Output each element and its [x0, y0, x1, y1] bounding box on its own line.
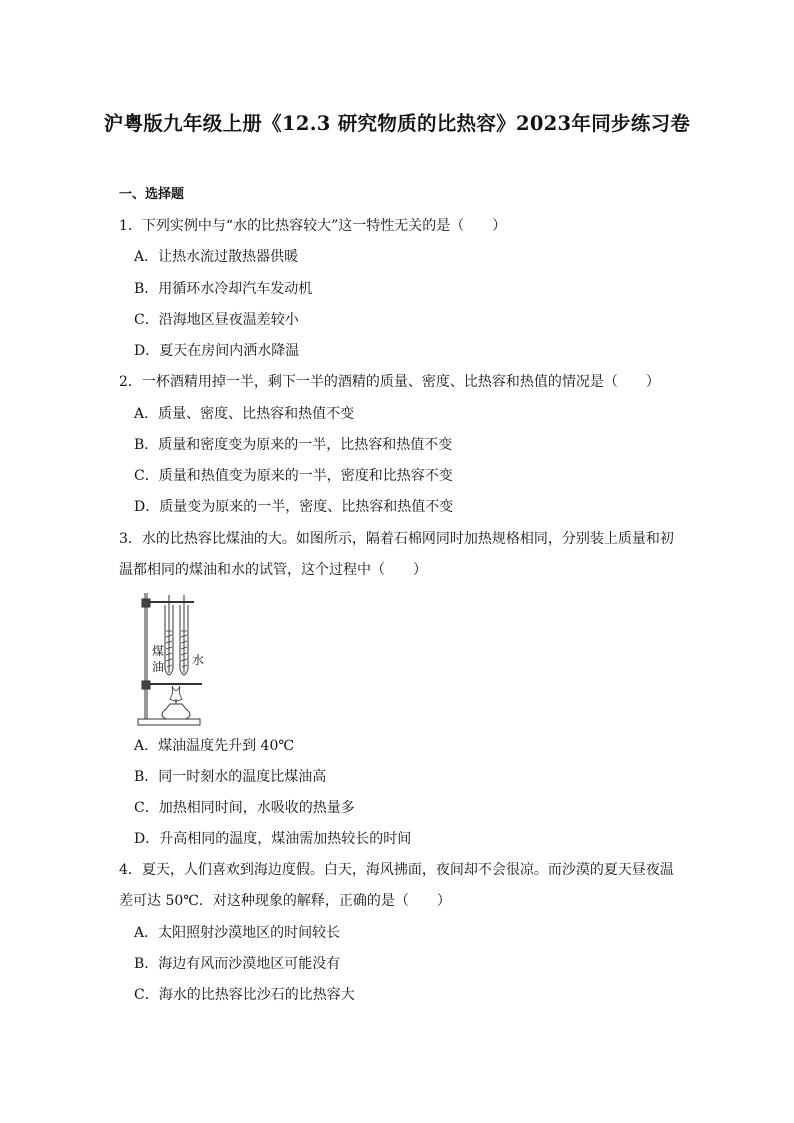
- section-heading: 一、选择题: [119, 187, 185, 202]
- stand-base: [138, 719, 200, 725]
- apparatus-diagram: [136, 591, 220, 728]
- question-1-option-c: C．沿海地区昼夜温差较小: [134, 312, 299, 328]
- question-4-stem-line-1: 4．夏天，人们喜欢到海边度假。白天，海风拂面，夜间却不会很凉。而沙漠的夏天昼夜温: [119, 862, 674, 878]
- question-1-stem: 1．下列实例中与“水的比热容较大”这一特性无关的是（ ）: [119, 218, 507, 234]
- question-3-option-a: A．煤油温度先升到 40℃: [134, 738, 295, 754]
- water-label: 水: [192, 653, 205, 667]
- question-2-option-d: D．质量变为原来的一半，密度、比热容和热值不变: [134, 499, 454, 515]
- question-2-option-a: A．质量、密度、比热容和热值不变: [134, 406, 355, 422]
- question-2-stem: 2．一杯酒精用掉一半，剩下一半的酒精的质量、密度、比热容和热值的情况是（ ）: [119, 374, 660, 390]
- question-4-option-a: A．太阳照射沙漠地区的时间较长: [134, 925, 341, 941]
- kerosene-label: 煤 油: [152, 644, 165, 674]
- question-4-option-b: B．海边有风而沙漠地区可能没有: [134, 956, 341, 972]
- question-2-option-b: B．质量和密度变为原来的一半，比热容和热值不变: [134, 437, 453, 453]
- question-3-stem-line-2: 温都相同的煤油和水的试管，这个过程中（ ）: [119, 562, 427, 578]
- question-1-option-b: B．用循环水冷却汽车发动机: [134, 281, 313, 297]
- question-4-stem-line-2: 差可达 50℃．对这种现象的解释，正确的是（ ）: [119, 893, 451, 909]
- flame: [170, 686, 182, 701]
- question-3-stem-line-1: 3．水的比热容比煤油的大。如图所示，隔着石棉网同时加热规格相同，分别装上质量和初: [119, 531, 674, 547]
- document-title: 沪粤版九年级上册《12.3 研究物质的比热容》2023年同步练习卷: [103, 112, 691, 135]
- question-3-option-c: C．加热相同时间，水吸收的热量多: [134, 800, 355, 816]
- alcohol-lamp: [162, 704, 190, 719]
- question-1-option-d: D．夏天在房间内洒水降温: [134, 343, 300, 359]
- heating-apparatus-figure: [136, 591, 220, 728]
- question-1-option-a: A．让热水流过散热器供暖: [134, 249, 299, 265]
- question-3-option-b: B．同一时刻水的温度比煤油高: [134, 769, 327, 785]
- question-3-option-d: D．升高相同的温度，煤油需加热较长的时间: [134, 831, 412, 847]
- question-4-option-c: C．海水的比热容比沙石的比热容大: [134, 987, 355, 1003]
- question-2-option-c: C．质量和热值变为原来的一半，密度和比热容不变: [134, 468, 453, 484]
